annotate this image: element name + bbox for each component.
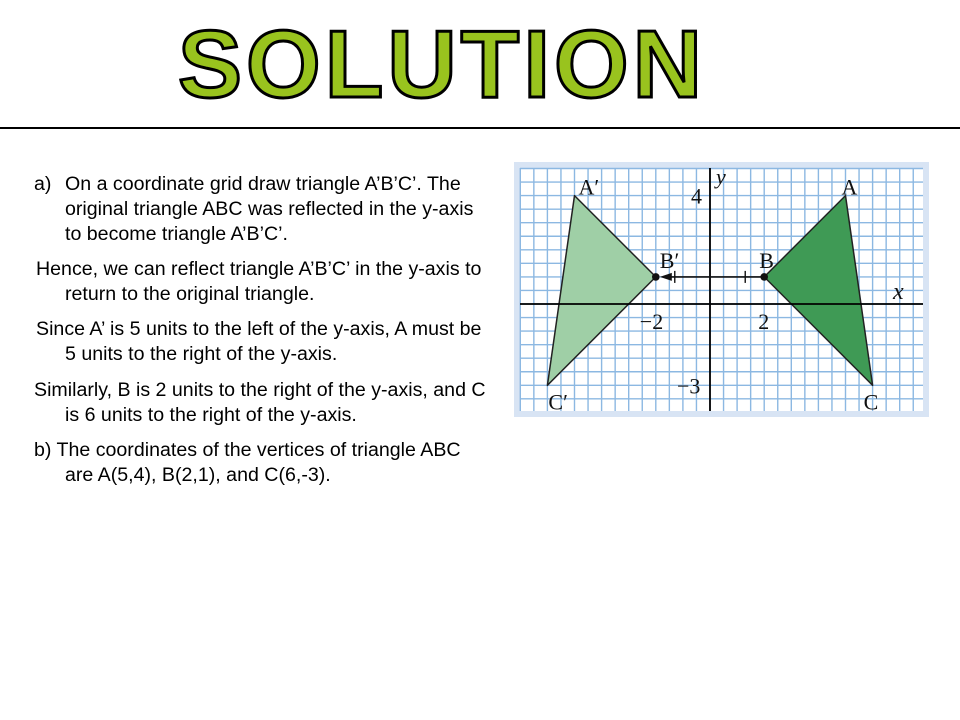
list-marker: a): [34, 173, 52, 195]
paragraph-text: Since A’ is 5 units to the left of the y-axis, A must be 5 units to the right of the y-axis.: [36, 318, 482, 366]
label-b: B: [759, 247, 774, 273]
paragraph-text: Similarly, B is 2 units to the right of the y-axis, and C is 6 units to the right of the y-axis.: [34, 378, 486, 426]
label-c: C: [863, 389, 879, 415]
point-b-prime: [652, 273, 660, 281]
paragraph-text: b) The coordinates of the vertices of triangle ABC are A(5,4), B(2,1), and C(6,-3).: [34, 438, 461, 486]
tick-label-x-2: 2: [758, 309, 770, 334]
paragraph-reflect: [34, 257, 486, 307]
paragraph-text: On a coordinate grid draw triangle A’B’C’. The original triangle ABC was reflected in the y-axis to become triangle A’B’C’.: [65, 173, 474, 246]
solution-text: [34, 172, 486, 498]
paragraph-b: [34, 438, 486, 488]
label-a: A: [841, 174, 858, 200]
paragraph-points-bc: [34, 378, 486, 428]
coordinate-grid: [514, 162, 929, 417]
page-title: SOLUTION: [178, 11, 706, 118]
title-area: [0, 0, 960, 125]
paragraph-text: Hence, we can reflect triangle A’B’C’ in the y-axis to return to the original triangle.: [36, 258, 482, 306]
tick-label-x-neg-2: −2: [639, 309, 664, 334]
y-axis-label: y: [716, 164, 726, 189]
title-graphic: [0, 0, 960, 125]
tick-label-y-4: 4: [691, 183, 702, 209]
label-b-prime: B′: [659, 247, 680, 273]
tick-label-y-neg-3: −3: [677, 373, 701, 399]
paragraph-a: [34, 172, 486, 247]
x-axis-label: x: [893, 279, 904, 305]
label-c-prime: C′: [548, 389, 568, 415]
paragraph-point-a: [34, 317, 486, 367]
point-b: [760, 273, 768, 281]
title-divider: [0, 127, 960, 129]
label-a-prime: A′: [578, 174, 600, 200]
